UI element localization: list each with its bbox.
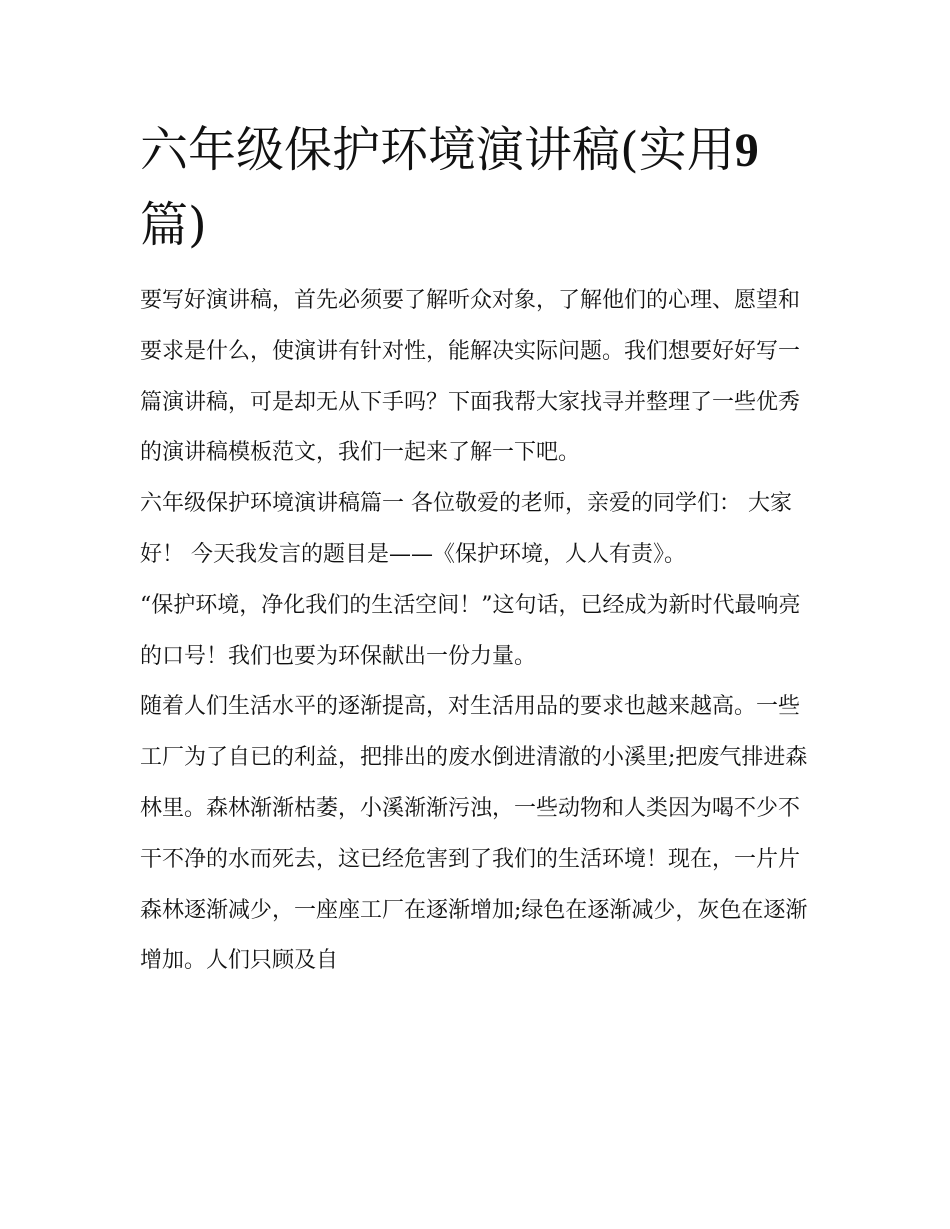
document-title [140, 113, 820, 263]
document-body [140, 276, 820, 987]
title-tail: 篇) [140, 197, 207, 253]
paragraph-speech-opening: 六年级保护环境演讲稿篇一 各位敬爱的老师，亲爱的同学们： 大家好！ 今天我发言的题目是——《保护环境，人人有责》。 [140, 491, 792, 567]
title-number: 9 [734, 124, 759, 177]
paragraph-slogan: “保护环境，净化我们的生活空间！”这句话，已经成为新时代最响亮的口号！我们也要为环保献出一份力量。 [140, 592, 801, 669]
paragraph-pollution: 随着人们生活水平的逐渐提高，对生活用品的要求也越来越高。一些工厂为了自已的利益，把排出的废水倒进清澈的小溪里;把废气排进森林里。森林渐渐枯萎，小溪渐渐污浊，一些动物和人类因为喝不少不干不净的水而死去，这已经危害到了我们的生活环境！现在，一片片森林逐渐减少，一座座工厂在逐渐增加;绿色在逐渐减少，灰色在逐渐增加。人们只顾及自 [140, 694, 808, 974]
title-main: 六年级保护环境演讲稿(实用 [140, 122, 735, 178]
paragraph-intro: 要写好演讲稿，首先必须要了解听众对象，了解他们的心理、愿望和要求是什么，使演讲有针对性，能解决实际问题。我们想要好好写一篇演讲稿，可是却无从下手吗？下面我帮大家找寻并整理了一些优秀的演讲稿模板范文，我们一起来了解一下吧。 [140, 288, 801, 466]
